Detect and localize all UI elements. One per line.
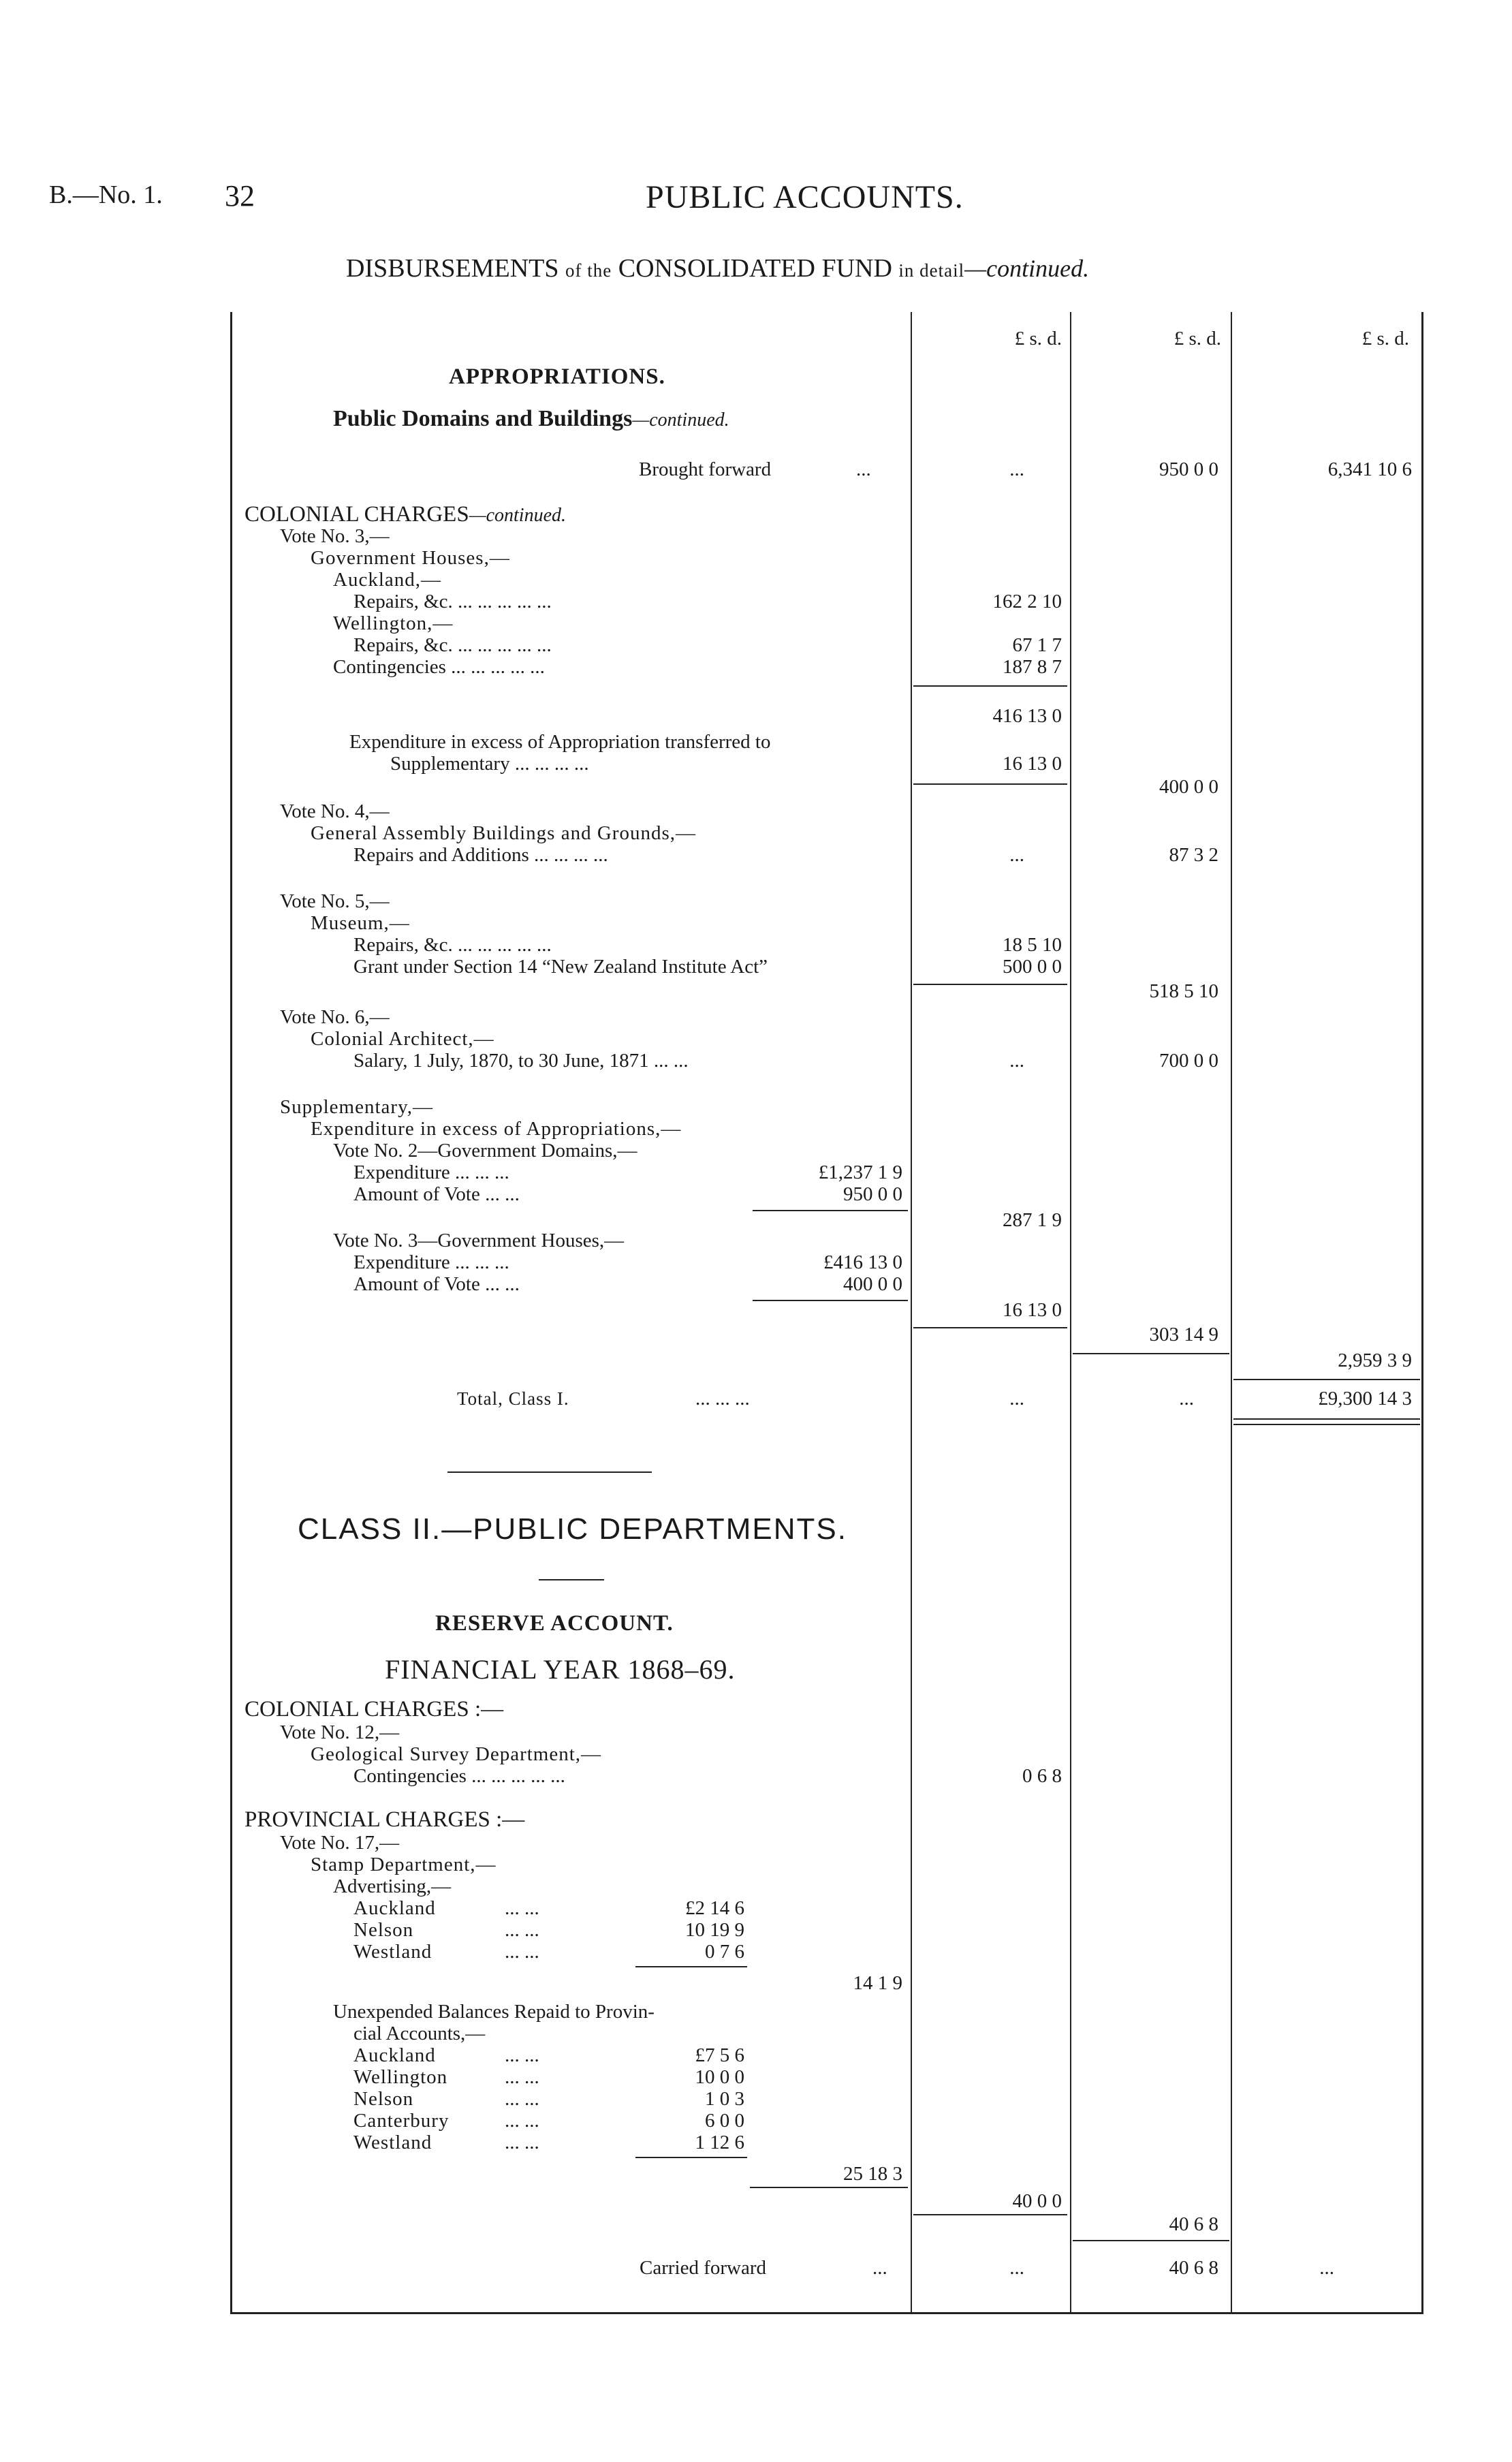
museum-repairs-label: Repairs, &c. ... ... ... ... ... xyxy=(353,934,552,956)
diff-rule-a xyxy=(753,1210,908,1211)
vote-3-label: Vote No. 3,— xyxy=(280,525,390,547)
adv-row-dots: ... ... xyxy=(505,1897,539,1919)
repairs-additions-col2: 87 3 2 xyxy=(1169,844,1218,866)
unexp-row-amount: 1 12 6 xyxy=(695,2132,744,2153)
unexp-row-dots: ... ... xyxy=(505,2132,539,2153)
difference-b: 16 13 0 xyxy=(1003,1299,1062,1321)
expenditure-b-label: Expenditure ... ... ... xyxy=(353,1251,509,1273)
colonial-charges-text: COLONIAL CHARGES xyxy=(245,502,469,527)
vote-5-label: Vote No. 5,— xyxy=(280,890,390,912)
difference-a: 287 1 9 xyxy=(1003,1209,1062,1231)
wellington-label: Wellington,— xyxy=(333,612,454,634)
total-class-1-label: Total, Class I. xyxy=(457,1388,569,1409)
adv-rule xyxy=(635,1966,747,1967)
general-assembly-label: General Assembly Buildings and Grounds,— xyxy=(311,822,696,844)
unexp-row-name: Nelson xyxy=(353,2088,414,2110)
repairs-additions-col1: ... xyxy=(1009,844,1024,866)
column-rule-2 xyxy=(1070,312,1071,2312)
subtitle-part-b: of the xyxy=(565,260,612,281)
section-heading xyxy=(333,407,729,432)
carried-forward-label: Carried forward xyxy=(640,2257,766,2279)
excess-line-2: Supplementary ... ... ... ... xyxy=(390,753,589,775)
class-2-subtotal-rule xyxy=(913,2214,1067,2215)
class-2-title: CLASS II.—PUBLIC DEPARTMENTS. xyxy=(298,1512,847,1546)
column-header-1: £ s. d. xyxy=(1014,328,1062,349)
carried-forward-col1: ... xyxy=(1009,2257,1024,2279)
contingencies-label: Contingencies ... ... ... ... ... xyxy=(333,656,545,678)
geo-contingencies-label: Contingencies ... ... ... ... ... xyxy=(353,1765,565,1787)
supplementary-total: 303 14 9 xyxy=(1149,1324,1218,1345)
unexpended-line-1: Unexpended Balances Repaid to Provin- xyxy=(333,2001,655,2023)
provincial-charges-heading: PROVINCIAL CHARGES :— xyxy=(245,1807,525,1832)
brought-forward-dots: ... xyxy=(856,458,871,480)
subtotal-rule-6 xyxy=(1233,1379,1420,1380)
unexp-row-name: Auckland xyxy=(353,2044,436,2066)
subtotal-rule-4 xyxy=(913,1327,1067,1328)
vote-4-label: Vote No. 4,— xyxy=(280,800,390,822)
adv-row-amount: 10 19 9 xyxy=(685,1919,744,1941)
salary-col1: ... xyxy=(1009,1050,1024,1072)
subtotal-1: 416 13 0 xyxy=(992,705,1062,727)
total-class-1-col1: ... xyxy=(1009,1388,1024,1409)
subtitle-part-d: in detail xyxy=(898,260,965,281)
geo-contingencies-amount: 0 6 8 xyxy=(1022,1765,1062,1787)
advertising-total: 14 1 9 xyxy=(853,1972,902,1994)
unexp-rule xyxy=(635,2157,747,2158)
vote-17-rule xyxy=(750,2187,908,2188)
vote-2-domains-label: Vote No. 2—Government Domains,— xyxy=(333,1140,637,1162)
unexp-row-amount: 6 0 0 xyxy=(705,2110,744,2132)
auckland-label: Auckland,— xyxy=(333,569,441,591)
unexpended-line-2: cial Accounts,— xyxy=(353,2023,486,2044)
page-title: PUBLIC ACCOUNTS. xyxy=(646,179,964,215)
unexp-row-amount: 10 0 0 xyxy=(695,2066,744,2088)
colonial-architect-label: Colonial Architect,— xyxy=(311,1028,494,1050)
carried-forward-col3: ... xyxy=(1319,2257,1334,2279)
page-subtitle xyxy=(346,253,1089,283)
brought-forward-col1: ... xyxy=(1009,458,1024,480)
adv-row-amount: 0 7 6 xyxy=(705,1941,744,1963)
total-class-1-col2: ... xyxy=(1179,1388,1194,1409)
repairs-additions-label: Repairs and Additions ... ... ... ... xyxy=(353,844,608,866)
diff-rule-b xyxy=(753,1300,908,1301)
colonial-charges-2-heading: COLONIAL CHARGES :— xyxy=(245,1697,504,1721)
vote-5-total: 518 5 10 xyxy=(1149,980,1218,1002)
adv-row-dots: ... ... xyxy=(505,1919,539,1941)
class-2-subtotal: 40 6 8 xyxy=(1169,2213,1218,2235)
subtotal-rule-3 xyxy=(913,984,1067,985)
repairs-1-amount: 162 2 10 xyxy=(992,591,1062,612)
carried-forward-col2: 40 6 8 xyxy=(1169,2257,1218,2279)
unexp-row-name: Canterbury xyxy=(353,2110,450,2132)
vote-12-label: Vote No. 12,— xyxy=(280,1721,400,1743)
section-continued: —continued. xyxy=(632,409,729,431)
amount-vote-a-amount: 950 0 0 xyxy=(843,1183,902,1205)
repairs-2-label: Repairs, &c. ... ... ... ... ... xyxy=(353,634,552,656)
amount-vote-b-amount: 400 0 0 xyxy=(843,1273,902,1295)
excess-amount: 16 13 0 xyxy=(1003,753,1062,775)
amount-vote-a-label: Amount of Vote ... ... xyxy=(353,1183,520,1205)
class-2-underline xyxy=(539,1579,604,1580)
stamp-department-label: Stamp Department,— xyxy=(311,1854,497,1875)
document-reference: B.—No. 1. xyxy=(49,181,163,209)
excess-line-1: Expenditure in excess of Appropriation transferred to xyxy=(349,731,771,753)
vote-6-label: Vote No. 6,— xyxy=(280,1006,390,1028)
total-double-rule-top xyxy=(1233,1418,1420,1420)
section-title: Public Domains and Buildings xyxy=(333,406,633,431)
adv-row-dots: ... ... xyxy=(505,1941,539,1963)
reserve-account-heading: RESERVE ACCOUNT. xyxy=(435,1611,674,1636)
unexp-row-dots: ... ... xyxy=(505,2044,539,2066)
subtitle-part-e: —continued. xyxy=(964,255,1090,282)
museum-repairs-amount: 18 5 10 xyxy=(1003,934,1062,956)
colonial-charges-continued: —continued. xyxy=(469,505,567,526)
amount-vote-b-label: Amount of Vote ... ... xyxy=(353,1273,520,1295)
appropriations-heading: APPROPRIATIONS. xyxy=(449,364,665,389)
total-double-rule-bottom xyxy=(1233,1424,1420,1425)
adv-row-amount: £2 14 6 xyxy=(685,1897,744,1919)
colonial-charges-heading xyxy=(245,503,566,527)
class-2-subtotal-rule-2 xyxy=(1073,2240,1229,2241)
expenditure-excess-label: Expenditure in excess of Appropriations,— xyxy=(311,1118,682,1140)
unexpended-total: 25 18 3 xyxy=(843,2163,902,2185)
grant-amount: 500 0 0 xyxy=(1003,956,1062,978)
advertising-label: Advertising,— xyxy=(333,1875,452,1897)
expenditure-a-label: Expenditure ... ... ... xyxy=(353,1162,509,1183)
vote-17-label: Vote No. 17,— xyxy=(280,1832,400,1854)
adv-row-name: Nelson xyxy=(353,1919,414,1941)
total-class-1-dots: ... ... ... xyxy=(695,1388,750,1409)
page-number: 32 xyxy=(225,179,255,213)
contingencies-amount: 187 8 7 xyxy=(1003,656,1062,678)
salary-label: Salary, 1 July, 1870, to 30 June, 1871 ... ... xyxy=(353,1050,689,1072)
grand-subtotal: 2,959 3 9 xyxy=(1338,1350,1412,1371)
supplementary-label: Supplementary,— xyxy=(280,1096,433,1118)
geological-survey-label: Geological Survey Department,— xyxy=(311,1743,602,1765)
column-rule-1 xyxy=(911,312,912,2312)
section-divider xyxy=(447,1471,652,1473)
financial-year-heading: FINANCIAL YEAR 1868–69. xyxy=(385,1654,736,1685)
unexp-row-dots: ... ... xyxy=(505,2110,539,2132)
unexp-row-dots: ... ... xyxy=(505,2066,539,2088)
vote-3-houses-label: Vote No. 3—Government Houses,— xyxy=(333,1230,625,1251)
unexp-row-name: Wellington xyxy=(353,2066,448,2088)
unexp-row-dots: ... ... xyxy=(505,2088,539,2110)
unexp-row-name: Westland xyxy=(353,2132,432,2153)
grant-label: Grant under Section 14 “New Zealand Institute Act” xyxy=(353,956,768,978)
subtotal-rule-5 xyxy=(1073,1353,1229,1354)
expenditure-b-amount: £416 13 0 xyxy=(823,1251,902,1273)
repairs-1-label: Repairs, &c. ... ... ... ... ... xyxy=(353,591,552,612)
column-rule-3 xyxy=(1231,312,1232,2312)
carried-forward-dots: ... xyxy=(872,2257,887,2279)
subtitle-part-c: CONSOLIDATED FUND xyxy=(618,254,892,283)
salary-col2: 700 0 0 xyxy=(1159,1050,1218,1072)
column-header-3: £ s. d. xyxy=(1361,328,1409,349)
subtitle-part-a: DISBURSEMENTS xyxy=(346,254,559,283)
government-houses-label: Government Houses,— xyxy=(311,547,510,569)
total-class-1-col3: £9,300 14 3 xyxy=(1318,1388,1412,1409)
repairs-2-amount: 67 1 7 xyxy=(1012,634,1062,656)
vote-3-total: 400 0 0 xyxy=(1159,776,1218,798)
column-header-2: £ s. d. xyxy=(1174,328,1221,349)
adv-row-name: Westland xyxy=(353,1941,432,1963)
expenditure-a-amount: £1,237 1 9 xyxy=(818,1162,902,1183)
subtotal-rule-2 xyxy=(913,783,1067,785)
brought-forward-col2: 950 0 0 xyxy=(1159,458,1218,480)
brought-forward-col3: 6,341 10 6 xyxy=(1327,458,1412,480)
subtotal-rule-1 xyxy=(913,685,1067,687)
brought-forward-label: Brought forward xyxy=(639,458,772,480)
unexp-row-amount: 1 0 3 xyxy=(705,2088,744,2110)
ledger-table xyxy=(230,312,1423,2314)
vote-17-total: 40 0 0 xyxy=(1012,2190,1062,2212)
adv-row-name: Auckland xyxy=(353,1897,436,1919)
unexp-row-amount: £7 5 6 xyxy=(695,2044,744,2066)
museum-label: Museum,— xyxy=(311,912,410,934)
